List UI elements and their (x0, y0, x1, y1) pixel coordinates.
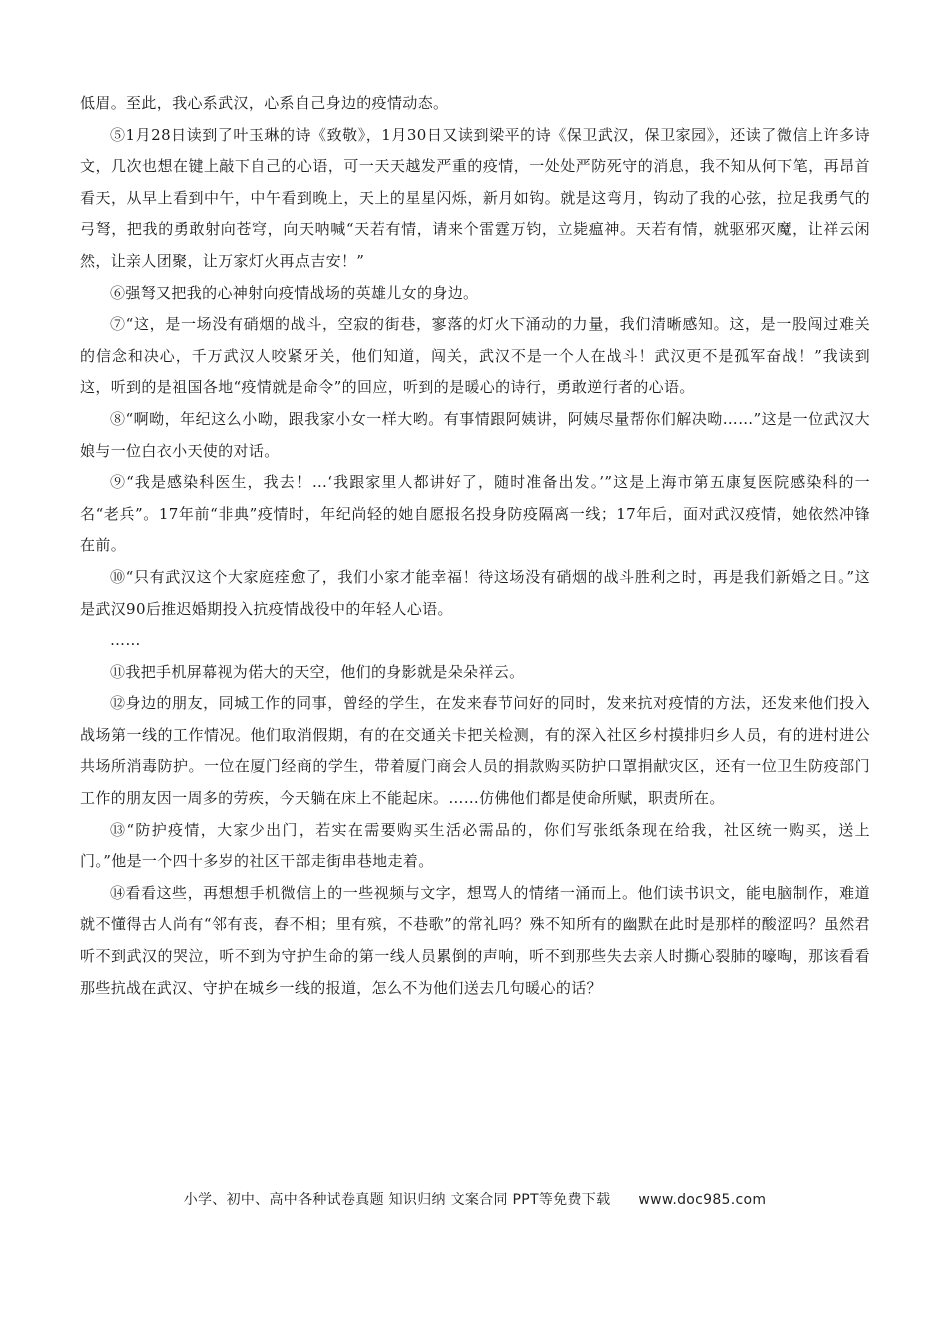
paragraph-continuation: 低眉。至此，我心系武汉，心系自己身边的疫情动态。 (80, 94, 449, 112)
paragraph-8: ⑧“啊呦，年纪这么小呦，跟我家小女一样大哟。有事情跟阿姨讲，阿姨尽量帮你们解决呦……”这是一位武汉大娘与一位白衣小天使的对话。 (80, 409, 870, 460)
paragraph-14: ⑭看看这些，再想想手机微信上的一些视频与文字，想骂人的情绪一涌而上。他们读书识文，能电脑制作，难道就不懂得古人尚有“邻有丧，舂不相；里有殡，不巷歌”的常礼吗？殊不知所有的幽默在此时是那样的酸涩吗？虽然君听不到武汉的哭泣，听不到为守护生命的第一线人员累倒的声响，听不到那些失去亲人时撕心裂肺的嚎啕，那该看看那些抗战在武汉、守护在城乡一线的报道，怎么不为他们送去几句暖心的话？ (80, 883, 870, 997)
footer-url-link[interactable]: www.doc985.com (638, 1192, 767, 1208)
paragraph-7: ⑦“这，是一场没有硝烟的战斗，空寂的街巷，寥落的灯火下涌动的力量，我们清晰感知。这，是一股闯过难关的信念和决心，千万武汉人咬紧牙关，他们知道，闯关，武汉不是一个人在战斗！武汉更不是孤军奋战！”我读到这，听到的是祖国各地“疫情就是命令”的回应，听到的是暖心的诗行，勇敢逆行者的心语。 (80, 315, 870, 397)
paragraph-6: ⑥强弩又把我的心神射向疫情战场的英雄儿女的身边。 (110, 283, 479, 302)
paragraph-11: ⑪我把手机屏幕视为偌大的天空，他们的身影就是朵朵祥云。 (110, 662, 525, 681)
ellipsis-line: …… (110, 631, 141, 650)
paragraph-5: ⑤1月28日读到了叶玉琳的诗《致敬》，1月30日又读到梁平的诗《保卫武汉，保卫家园》，还读了微信上许多诗文，几次也想在键上敲下自己的心语，可一天天越发严重的疫情，一处处严防死守的消息，我不知从何下笔，再昂首看天，从早上看到中午，中午看到晚上，天上的星星闪烁，新月如钩。就是这弯月，钩动了我的心弦，拉足我勇气的弓弩，把我的勇敢射向苍穹，向天呐喊“天若有情，请来个雷霆万钧，立毙瘟神。天若有情，就驱邪灭魔，让祥云闲然，让亲人团聚，让万家灯火再点吉安！” (80, 125, 870, 270)
paragraph-9: ⑨“我是感染科医生，我去！…‘我跟家里人都讲好了，随时准备出发。’”这是上海市第五康复医院感染科的一名“老兵”。17年前“非典”疫情时，年纪尚轻的她自愿报名投身防疫隔离一线；17年后，面对武汉疫情，她依然冲锋在前。 (80, 473, 870, 555)
paragraph-12: ⑫身边的朋友，同城工作的同事，曾经的学生，在发来春节问好的同时，发来抗对疫情的方法，还发来他们投入战场第一线的工作情况。他们取消假期，有的在交通关卡把关检测，有的深入社区乡村摸排归乡人员，有的进村进公共场所消毒防护。一位在厦门经商的学生，带着厦门商会人员的捐款购买防护口罩捐献灾区，还有一位卫生防疫部门工作的朋友因一周多的劳疾，今天躺在床上不能起床。……仿佛他们都是使命所赋，职责所在。 (80, 694, 870, 808)
footer-text: 小学、初中、高中各种试卷真题 知识归纳 文案合同 PPT等免费下载 (183, 1192, 611, 1208)
paragraph-10: ⑩“只有武汉这个大家庭痊愈了，我们小家才能幸福！待这场没有硝烟的战斗胜利之时，再是我们新婚之日。”这是武汉90后推迟婚期投入抗疫情战役中的年轻人心语。 (80, 567, 870, 618)
page-footer (0, 1189, 950, 1209)
article-body (80, 88, 870, 1004)
paragraph-13: ⑬“防护疫情，大家少出门，若实在需要购买生活必需品的，你们写张纸条现在给我，社区统一购买，送上门。”他是一个四十多岁的社区干部走街串巷地走着。 (80, 820, 870, 871)
